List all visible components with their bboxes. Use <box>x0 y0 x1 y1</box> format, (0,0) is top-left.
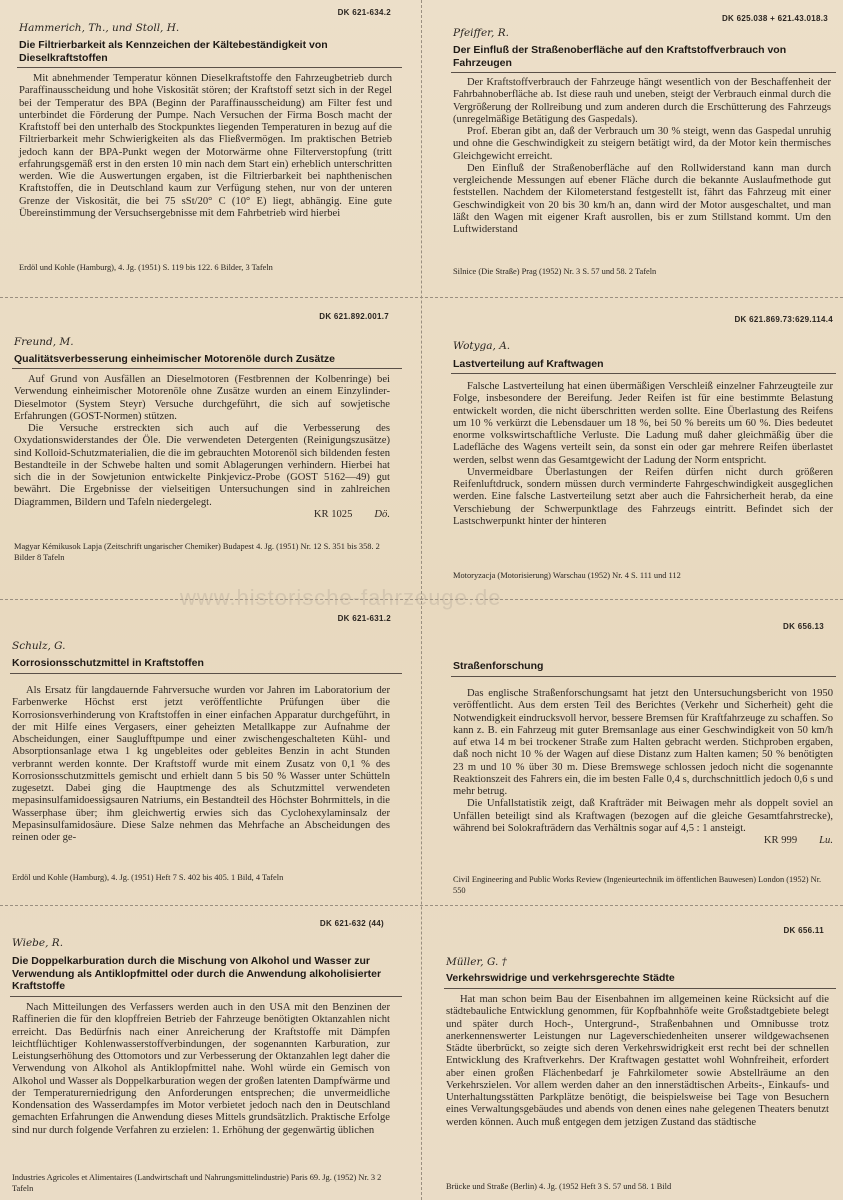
body-paragraph: Die Unfallstatistik zeigt, daß Krafträder mit Beiwagen mehr als doppelt soviel an Unfällen beteiligt sind als Kraftwagen (bezogen auf die gleiche Gesamtfahrstrecke), während bei Solokrafträdern das Verhältnis sogar auf 4,5 : 1 ansteigt. <box>453 798 833 834</box>
source-citation: Motoryzacja (Motorisierung) Warschau (1952) Nr. 4 S. 111 und 112 <box>453 571 681 580</box>
source-citation: Erdöl und Kohle (Hamburg), 4. Jg. (1951) S. 119 bis 122. 6 Bilder, 3 Tafeln <box>19 263 273 272</box>
card-title: Straßenforschung <box>453 660 544 672</box>
card-body <box>453 688 833 847</box>
source-citation: Industries Agricoles et Alimentaires (Landwirtschaft und Nahrungsmittelindustrie) Paris 69. Jg. (1952) Nr. 3 2 Tafeln <box>12 1173 382 1193</box>
card-body <box>12 685 390 844</box>
card-title: Die Filtrierbarkeit als Kennzeichen der Kältebeständigkeit von Dieselkraftstoffen <box>19 39 328 64</box>
dk-classification: DK 656.11 <box>783 926 824 935</box>
body-paragraph: Die Versuche erstreckten sich auch auf die Verbesserung des Oxydationswiderstandes der Öle. Die verwendeten Detergenten (Reinigungszusätze) sind Kolloid-Schutzmaterialien, die die im gebrauchten Motorenöl sich bildenden festen Bestandteile in der Schwebe halten und somit Ablagerungen verhindern. Hierbei hat sich die in der Sowjetunion entwickelte Pinkjevicz-Probe (GOST 5162—49) gut bewährt. Die Ergebnisse der vielseitigen Untersuchungen sind in zahlreichen Diagrammen, Bildern und Tafeln niedergelegt. <box>14 423 390 508</box>
abstract-card-mueller <box>422 906 843 1200</box>
card-title: Die Doppelkarburation durch die Mischung von Alkohol und Wasser zur Verwendung als Antiklopfmittel oder durch die Anwendung alkoholisierter Kraftstoffe <box>12 955 382 992</box>
card-body <box>453 77 831 236</box>
abstract-card-hammerich <box>0 0 421 297</box>
title-rule <box>17 67 402 68</box>
abstract-card-wiebe <box>0 906 421 1200</box>
signature-initials: Dö. <box>374 508 390 520</box>
card-body <box>453 381 833 528</box>
card-body <box>446 994 829 1129</box>
abstract-card-strassenforschung <box>422 600 843 905</box>
body-paragraph: Mit abnehmender Temperatur können Dieselkraftstoffe den Fahrzeugbetrieb durch Paraffinausscheidung und hohe Viskosität stören; der Kraftstoff setzt sich in der Regel bei der Temperatur des BPA (Beginn der Paraffinausscheidung) am Filter fest und unterbindet die Förderung der Pumpe. Nach Versuchen der Firma Bosch macht der Kraftstoff bei den unterhalb des Stockpunktes liegenden Temperaturen in bezug auf die Filtrierbarkeit mehr Schwierigkeiten als das Fließvermögen. Im praktischen Betrieb jedoch kann der BPA-Punkt wegen der Motorwärme ohne Filterverstopfung (tritt erfahrungsgemäß erst in den ersten 10 min nach dem Start ein) erheblich unterschritten werden. Wie die Auswertungen ergaben, ist die Filtrierbarkeit bei naphthenischen Kraftstoffen, die in Deutschland kaum zur Verfügung stehen, nur von der unteren Grenze der Viskosität, die bei 75 sSt/20° C (10° E) liegt, abhängig. Eine gute Übereinstimmung der Versuchsergebnisse mit dem Fahrbetrieb wird hierbei <box>19 73 392 219</box>
title-rule <box>10 996 402 997</box>
title-rule <box>10 673 402 674</box>
card-author: Pfeiffer, R. <box>453 27 509 39</box>
card-title: Verkehrswidrige und verkehrsgerechte Städte <box>446 972 675 984</box>
dk-classification: DK 621.869.73:629.114.4 <box>734 315 833 324</box>
card-author: Wotyga, A. <box>453 340 511 352</box>
card-title: Qualitätsverbesserung einheimischer Motorenöle durch Zusätze <box>14 353 335 365</box>
body-paragraph: Der Kraftstoffverbrauch der Fahrzeuge hängt wesentlich von der Beschaffenheit der Fahrbahnoberfläche ab. Ist diese rauh und uneben, steigt der Verbrauch einmal durch die Vergrößerung der Rollreibung und zum anderen durch die Erschütterung des Fahrzeugs (unregelmäßige Betätigung des Gaspedals). <box>453 77 831 125</box>
card-author: Freund, M. <box>14 336 74 348</box>
dk-classification: DK 621-634.2 <box>337 8 391 17</box>
title-rule <box>12 368 402 369</box>
body-paragraph: Nach Mitteilungen des Verfassers werden auch in den USA mit den Benzinen der Raffinerien die für den klopffreien Betrieb der Fahrzeuge benötigten Oktanzahlen nicht erreicht. Das Bedürfnis nach einer Anreicherung der Kraftstoffe mit Dämpfen leichtflüchtiger Kohlenwasserstoffverbindungen, der sogenannten Karburation, zur Leistungserhöhung des Ottomotors und zur Verbesserung der Oktanzahlen legt daher die Verwendung von Alkohol als Antiklopfmittel nahe. Wohl würde ein Gemisch von Alkohol und Wasser als Doppelkarburation wegen der großen latenten Dampfwärme und der Temperaturerniedrigung den Anforderungen entsprechen; die unvermeidliche Kondensation des Wasserdampfes im Motor verbietet jedoch nach den in Deutschland gemachten Erfahrungen die Anwendung dieses Mittels grundsätzlich. Praktische Erfolge sind nur durch folgende Verfahren zu erzielen: 1. Erhöhung der gegenwärtig üblichen <box>12 1002 390 1136</box>
signature-code: KR 1025 <box>313 508 353 520</box>
dk-classification: DK 625.038 + 621.43.018.3 <box>721 14 828 23</box>
watermark-text: www.historische-fahrzeuge.de <box>180 585 502 610</box>
body-paragraph: Als Ersatz für langdauernde Fahrversuche wurden vor Jahren im Laboratorium der Farbenwerke Höchst erst jetzt veröffentlichte Prüfungen über die Korrosionsverhinderung von Kraftstoffen in einer einfachen Apparatur durchgeführt, in der mit Hilfe eines Vergasers, einer geheizten Metallkappe zur Aufnahme der Abscheidungen, einer Sauglufftpumpe und einer zwischengeschalteten Kühl- und Absorptionsanlage etwa 1 kg ungebleites oder gebleites Benzin in acht Stunden verbrannt werden konnte. Der Kraftstoff wurde mit einem Zusatz von 0,1 % des Korrosionsschutzmittels gemischt und erhielt dann 5 bis 50 % Wasser unter Schütteln zugesetzt. Dabei ging die Hauptmenge des als Schutzmittel verwendeten mepasinsulfamidoessigsauren Natriums, ein Bestandteil des Höchster Bohrmittels, in die Wasserphase über; ihm gleichwertig erwies sich das Cyclohexylaminsalz der Mepasinsulfamidosäure. Diese Salze nehmen das Mehrfache an Abscheidungen des reinen oder ge- <box>12 685 390 843</box>
body-paragraph: Hat man schon beim Bau der Eisenbahnen im allgemeinen keine Rücksicht auf die städtebauliche Entwicklung genommen, für Kopfbahnhöfe weite Großstadtgebiete belegt und später durch Hoch-, Untergrund-, Straßenbahnen und Omnibusse trotz anerkennenswerter Leistungen nur Lageverschiedenheiten unserer wildgewachsenen Städte überbrückt, so zeigte sich deren Verkehrswidrigkeit erst recht bei der schnellen Entwicklung des Kraftverkehrs. Der Kraftwagen gestattet wohl Wohnfreiheit, erfordert aber einen großen Flächenbedarf je Fahrkilometer sowie Abstellräume an den Verkehrszielen. Vor allem werden daher an den innerstädtischen Arbeits-, Einkaufs- und Unterhaltungsstätten Parkplätze benötigt, die beispielsweise bei Tage von Besuchern eines Verwaltungsgebäudes und abends von denen eines nahe gelegenen Theaters benutzt werden können. Auch muß entgegen dem jetzigen Zustand das städtische <box>446 994 829 1128</box>
title-rule <box>451 72 836 73</box>
signature-initials: Lu. <box>819 835 833 846</box>
abstract-card-schulz <box>0 600 421 905</box>
dk-classification: DK 621.892.001.7 <box>319 312 389 321</box>
body-paragraph: Prof. Eberan gibt an, daß der Verbrauch um 30 % steigt, wenn das Gaspedal unruhig und ohne die Geschwindigkeit zu steigern betätigt wird, da der Motor kein thermisches Gleichgewicht erreicht. <box>453 126 831 162</box>
card-title: Der Einfluß der Straßenoberfläche auf den Kraftstoffverbrauch von Fahrzeugen <box>453 44 787 69</box>
card-author: Müller, G. † <box>446 956 507 968</box>
abstract-card-pfeiffer <box>422 0 843 297</box>
card-author: Hammerich, Th., und Stoll, H. <box>19 22 180 34</box>
reviewer-signature <box>14 509 390 521</box>
dk-classification: DK 621-632 (44) <box>319 919 384 928</box>
abstract-card-wotyga <box>422 298 843 599</box>
dk-classification: DK 656.13 <box>783 622 824 631</box>
card-author: Wiebe, R. <box>12 937 64 949</box>
card-body <box>19 73 392 220</box>
card-title: Lastverteilung auf Kraftwagen <box>453 358 604 370</box>
body-paragraph: Unvermeidbare Überlastungen der Reifen dürfen nicht durch größeren Reifenluftdruck, sondern müssen durch verminderte Fahrgeschwindigkeit ausgeglichen werden. Eine falsche Lastverteilung setzt aber auch die Fahrsicherheit herab, da eine Verschiebung der Schwerpunktlage des Fahrzeugs eintritt. Befindet sich der Lastschwerpunkt hinter der hinteren <box>453 466 833 527</box>
abstract-card-freund <box>0 298 421 599</box>
source-citation: Silnice (Die Straße) Prag (1952) Nr. 3 S. 57 und 58. 2 Tafeln <box>453 267 657 276</box>
card-title: Korrosionsschutzmittel in Kraftstoffen <box>12 657 204 669</box>
source-citation: Brücke und Straße (Berlin) 4. Jg. (1952 Heft 3 S. 57 und 58. 1 Bild <box>446 1182 672 1191</box>
source-citation: Civil Engineering and Public Works Review (Ingenieurtechnik im öffentlichen Bauwesen) London (1952) Nr. 550 <box>453 875 822 895</box>
source-citation: Erdöl und Kohle (Hamburg), 4. Jg. (1951) Heft 7 S. 402 bis 405. 1 Bild, 4 Tafeln <box>12 873 284 882</box>
card-body <box>12 1002 390 1137</box>
dk-classification: DK 621-631.2 <box>337 614 391 623</box>
card-author: Schulz, G. <box>12 640 66 652</box>
source-citation: Magyar Kémikusok Lapja (Zeitschrift ungarischer Chemiker) Budapest 4. Jg. (1951) Nr. 12 S. 351 bis 358. 2 Bilder 8 Tafeln <box>14 542 380 562</box>
title-rule <box>444 988 836 989</box>
body-paragraph: Den Einfluß der Straßenoberfläche auf den Rollwiderstand kann man durch vergleichende Messungen auf ebener Fläche durch die bekannte Auslaufmethode gut feststellen. Nachdem der Kilometerstand festgestellt ist, fährt das Fahrzeug mit einer Geschwindigkeit von 20 bis 30 km/h an, dann wird der Motor ausgeschaltet, und man läßt den Wagen mit eigener Kraft ausrollen, bis er zum Stillstand kommt. Um den Luftwiderstand <box>453 162 831 235</box>
body-paragraph: Das englische Straßenforschungsamt hat jetzt den Untersuchungsbericht von 1950 veröffentlicht. Aus dem ersten Teil des Berichtes (Verkehr und Sicherheit) geht die Notwendigkeit eindrucksvoll hervor, bessere Bremsen für Kraftfahrzeuge zu schaffen. So kann z. B. ein Fahrzeug mit guter Bremsanlage aus einer Geschwindigkeit von 50 km/h auf etwa 14 m bei trockener Straße zum Halten gebracht werden. Stichproben ergaben, daß noch nicht 10 % der Wagen auf diese Distanz zum Halten kamen; 50 % benötigten 23 m und 10 % über 30 m. Diese Bremswege schlossen jedoch nicht die sogenannte Reaktionszeit des Fahrers ein, die im besten Falle 0,4 s, durchschnittlich jedoch 0,6 s und mehr betrug. <box>453 688 833 797</box>
reviewer-signature <box>453 835 833 847</box>
signature-code: KR 999 <box>763 835 798 846</box>
body-paragraph: Falsche Lastverteilung hat einen übermäßigen Verschleiß einzelner Fahrzeugteile zur Folge, insbesondere der Bereifung. Jeder Reifen ist für eine bestimmte Belastung entwickelt worden, die nicht überschritten werden sollte. Eine Überlastung des Reifens um 10 % verkürzt die Lebensdauer um 18 %, bei 50 % bereits um 60 %. Dies bedeutet enorme volkswirtschaftliche Verluste. Die Ladung muß daher gleichmäßig über die Ladefläche des Wagens verteilt sein, da sonst ein oder gar mehrere Reifen überlastet werden, selbst wenn das Gesamtgewicht der Ladung der Norm entspricht. <box>453 381 833 466</box>
body-paragraph: Auf Grund von Ausfällen an Dieselmotoren (Festbrennen der Kolbenringe) bei Verwendung einheimischer Motorenöle ohne Zusätze wurden an einem Einzylinder-Dieselmotor (System Steyr) Versuche durchgeführt, die sich auf sowjetische Erfahrungen (GOST-Normen) stützen. <box>14 374 390 422</box>
title-rule <box>451 676 836 677</box>
title-rule <box>451 373 836 374</box>
card-body <box>14 374 390 521</box>
